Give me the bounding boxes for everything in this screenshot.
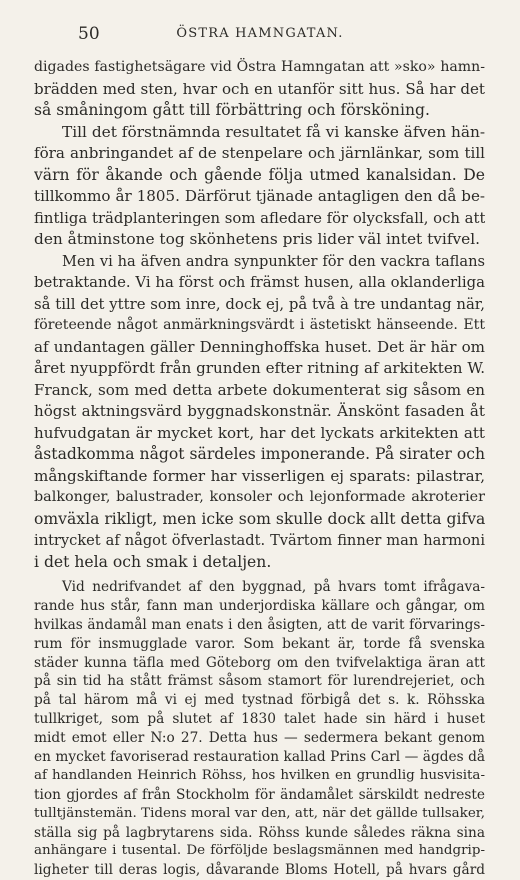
footnote-line: rande hus står, fann man underjordiska källare och gångar, om: [34, 597, 485, 614]
text-line: åstadkomma något särdeles imponerande. På sirater och: [34, 445, 485, 463]
text-line: högst aktningsvärd byggnadskonstnär. Änskönt fasaden åt: [34, 402, 485, 420]
text-line: föra anbringandet af de stenpelare och järnlänkar, som till: [34, 144, 485, 162]
footnote-line: af handlanden Heinrich Röhss, hos hvilken en grundlig husvisita-: [34, 767, 485, 783]
text-line: digades fastighetsägare vid Östra Hamngatan att »sko» hamn-: [34, 59, 485, 75]
footnote-line: på tal härom må vi ej med tystnad förbigå det s. k. Röhsska: [34, 692, 485, 709]
page-header: [0, 24, 520, 48]
text-line: Till det förstnämnda resultatet få vi kanske äfven hän-: [62, 122, 485, 141]
footnote-line: anhängare i tusental. De förföljde beslagsmännen med handgrip-: [34, 843, 485, 859]
text-line: så till det yttre som inre, dock ej, på två à tre undantag när,: [34, 294, 485, 313]
footnote-line: tullkriget, som på slutet af 1830 talet hade sin härd i huset: [34, 711, 485, 728]
text-line: värn för åkande och gående följa utmed kanalsidan. De: [34, 165, 485, 184]
footnote-line: tulltjänstemän. Tidens moral var den, att, när det gällde tullsaker,: [34, 805, 485, 821]
text-column: [34, 57, 485, 880]
text-line: så småningom gått till förbättring och försköning.: [34, 101, 430, 119]
page-number: 50: [78, 24, 100, 44]
text-line: Men vi ha äfven andra synpunkter för den vackra taflans: [62, 252, 485, 270]
text-line: fintliga trädplanteringen som afledare för olycksfall, och att: [34, 208, 485, 227]
footnote-line: rum för insmugglade varor. Som bekant är, torde få svenska: [34, 635, 485, 652]
footnote-line: hvilkas ändamål man enats i den åsigten, att de varit förvarings-: [34, 616, 485, 633]
footnote-line: på sin tid ha stått främst såsom stamort för lurendrejeriet, och: [34, 673, 485, 690]
running-head: ÖSTRA HAMNGATAN.: [176, 26, 344, 41]
footnote-text: [34, 578, 485, 880]
footnote-line: en mycket favoriserad restauration kallad Prins Carl — ägdes då: [34, 749, 485, 766]
text-line: af undantagen gäller Denninghoffska huset. Det är här om: [34, 337, 485, 356]
text-line: omväxla rikligt, men icke som skulle dock allt detta gifva: [34, 509, 485, 528]
text-line: Franck, som med detta arbete dokumenterat sig såsom en: [34, 380, 485, 399]
text-line: balkonger, balustrader, konsoler och lejonformade akroterier: [34, 489, 485, 505]
text-line: den åtminstone tog skönhetens pris lider väl intet tvifvel.: [34, 230, 481, 248]
text-line: tillkommo år 1805. Därförut tjänade antagligen den då be-: [34, 187, 485, 205]
footnote-line: städer kunna täfla med Göteborg om den tvifvelaktiga äran att: [34, 654, 485, 671]
footnote-line: ställa sig på lagbrytarens sida. Röhss kunde således räkna sina: [34, 824, 485, 841]
text-line: mångskiftande former har visserligen ej sparats: pilastrar,: [34, 466, 485, 485]
text-line: intrycket af något öfverlastadt. Tvärtom finner man harmoni: [34, 532, 485, 549]
text-line: hufvudgatan är mycket kort, har det lyckats arkitekten att: [34, 423, 485, 442]
main-text: [34, 57, 485, 573]
text-line: betraktande. Vi ha först och främst husen, alla oklanderliga: [34, 273, 485, 291]
footnote-line: ligheter till deras logis, dåvarande Bloms Hotell, på hvars gård: [34, 862, 485, 879]
text-line: året nyuppfördt från grunden efter ritning af arkitekten W.: [34, 359, 485, 377]
text-line: i det hela och smak i detaljen.: [34, 552, 272, 571]
footnote-line: midt emot eller N:o 27. Detta hus — sedermera bekant genom: [34, 730, 485, 747]
footnote-line: Vid nedrifvandet af den byggnad, på hvars tomt ifrågava-: [62, 579, 485, 595]
text-line: företeende något anmärkningsvärdt i ästetiskt hänseende. Ett: [34, 317, 485, 333]
text-line: brädden med sten, hvar och en utanför sitt hus. Så har det: [34, 79, 485, 98]
footnote-line: tion gjordes af från Stockholm för ändamålet särskildt nedreste: [34, 786, 485, 803]
